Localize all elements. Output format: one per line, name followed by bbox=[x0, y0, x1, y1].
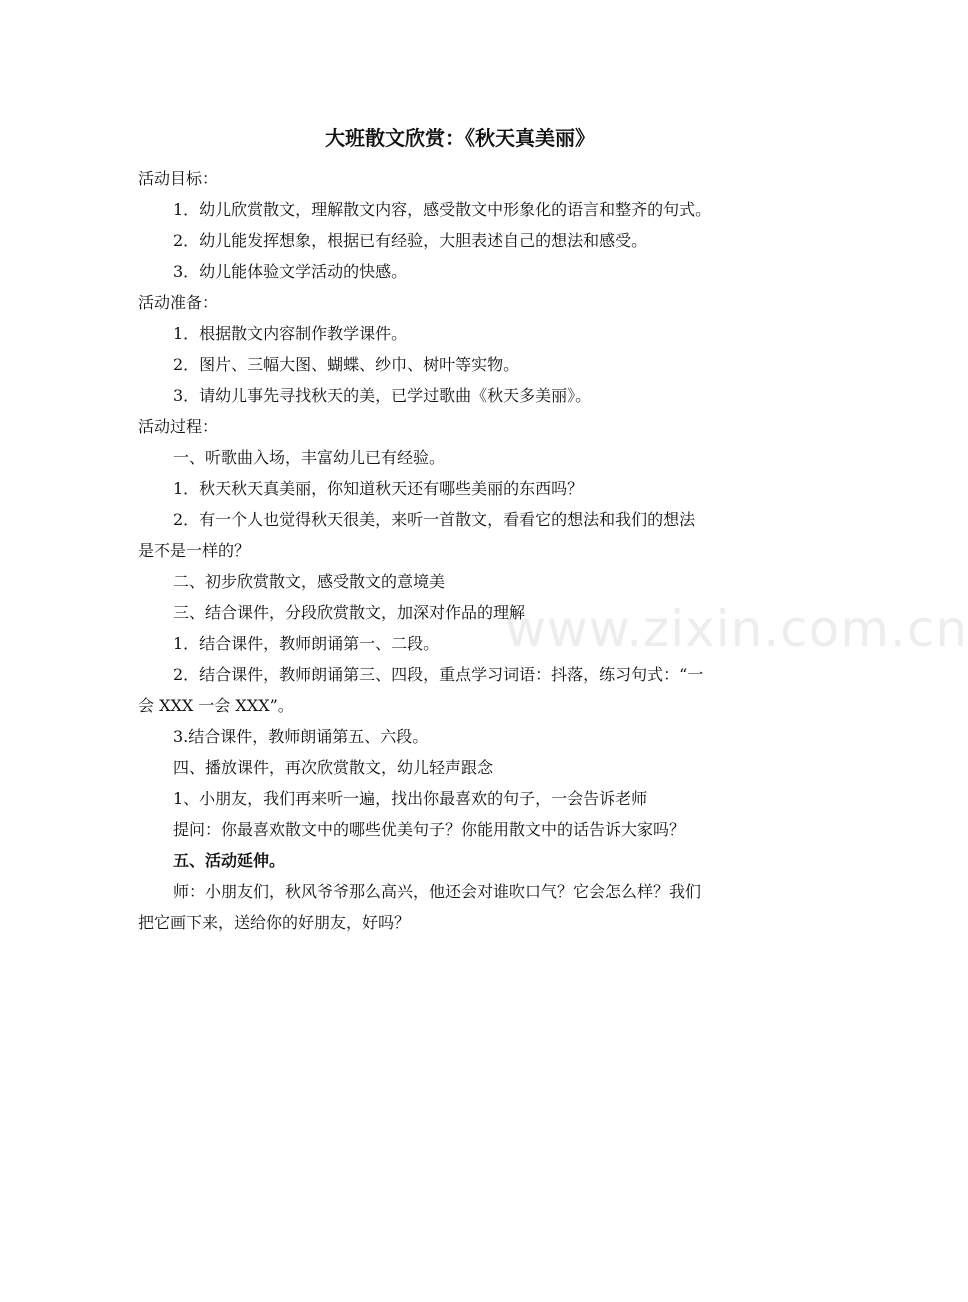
paragraph-line: 三、结合课件，分段欣赏散文，加深对作品的理解 bbox=[173, 603, 526, 622]
paragraph-line: 2．图片、三幅大图、蝴蝶、纱巾、树叶等实物。 bbox=[173, 355, 520, 374]
paragraph-line: 活动准备： bbox=[138, 293, 219, 312]
paragraph-line: 2．有一个人也觉得秋天很美，来听一首散文，看看它的想法和我们的想法 bbox=[173, 510, 696, 529]
paragraph-line: 1．根据散文内容制作教学课件。 bbox=[173, 324, 408, 343]
paragraph-line: 2．幼儿能发挥想象，根据已有经验，大胆表述自己的想法和感受。 bbox=[173, 231, 648, 250]
paragraph-line: 3．幼儿能体验文学活动的快感。 bbox=[173, 262, 408, 281]
paragraph-line: 3.结合课件，教师朗诵第五、六段。 bbox=[173, 727, 429, 746]
paragraph-line: 四、播放课件，再次欣赏散文，幼儿轻声跟念 bbox=[173, 758, 494, 777]
paragraph-line: 师：小朋友们，秋风爷爷那么高兴，他还会对谁吹口气？它会怎么样？我们 bbox=[173, 882, 702, 901]
paragraph-line: 活动目标： bbox=[138, 169, 219, 188]
paragraph-line: 提问：你最喜欢散文中的哪些优美句子？你能用散文中的话告诉大家吗？ bbox=[173, 820, 686, 839]
paragraph-line: 把它画下来，送给你的好朋友，好吗？ bbox=[138, 913, 411, 932]
paragraph-line: 1、小朋友，我们再来听一遍，找出你最喜欢的句子，一会告诉老师 bbox=[173, 789, 648, 808]
document-title: 大班散文欣赏：《秋天真美丽》 bbox=[325, 126, 595, 150]
paragraph-line: 1．秋天秋天真美丽，你知道秋天还有哪些美丽的东西吗？ bbox=[173, 479, 584, 498]
paragraph-line: 2．结合课件，教师朗诵第三、四段，重点学习词语：抖落，练习句式：“一 bbox=[173, 665, 704, 684]
paragraph-line: 1．幼儿欣赏散文，理解散文内容，感受散文中形象化的语言和整齐的句式。 bbox=[173, 200, 712, 219]
paragraph-line: 3．请幼儿事先寻找秋天的美，已学过歌曲《秋天多美丽》。 bbox=[173, 386, 592, 405]
paragraph-line: 活动过程： bbox=[138, 417, 219, 436]
paragraph-line: 五、活动延伸。 bbox=[173, 851, 286, 870]
paragraph-line: 1．结合课件，教师朗诵第一、二段。 bbox=[173, 634, 440, 653]
paragraph-line: 二、初步欣赏散文，感受散文的意境美 bbox=[173, 572, 446, 591]
watermark: www.zixin.com.cn bbox=[505, 600, 968, 658]
paragraph-line: 会 XXX 一会 XXX”。 bbox=[138, 696, 294, 715]
paragraph-line: 是不是一样的？ bbox=[138, 541, 251, 560]
document-body bbox=[138, 163, 786, 938]
paragraph-line: 一、听歌曲入场，丰富幼儿已有经验。 bbox=[173, 448, 446, 467]
